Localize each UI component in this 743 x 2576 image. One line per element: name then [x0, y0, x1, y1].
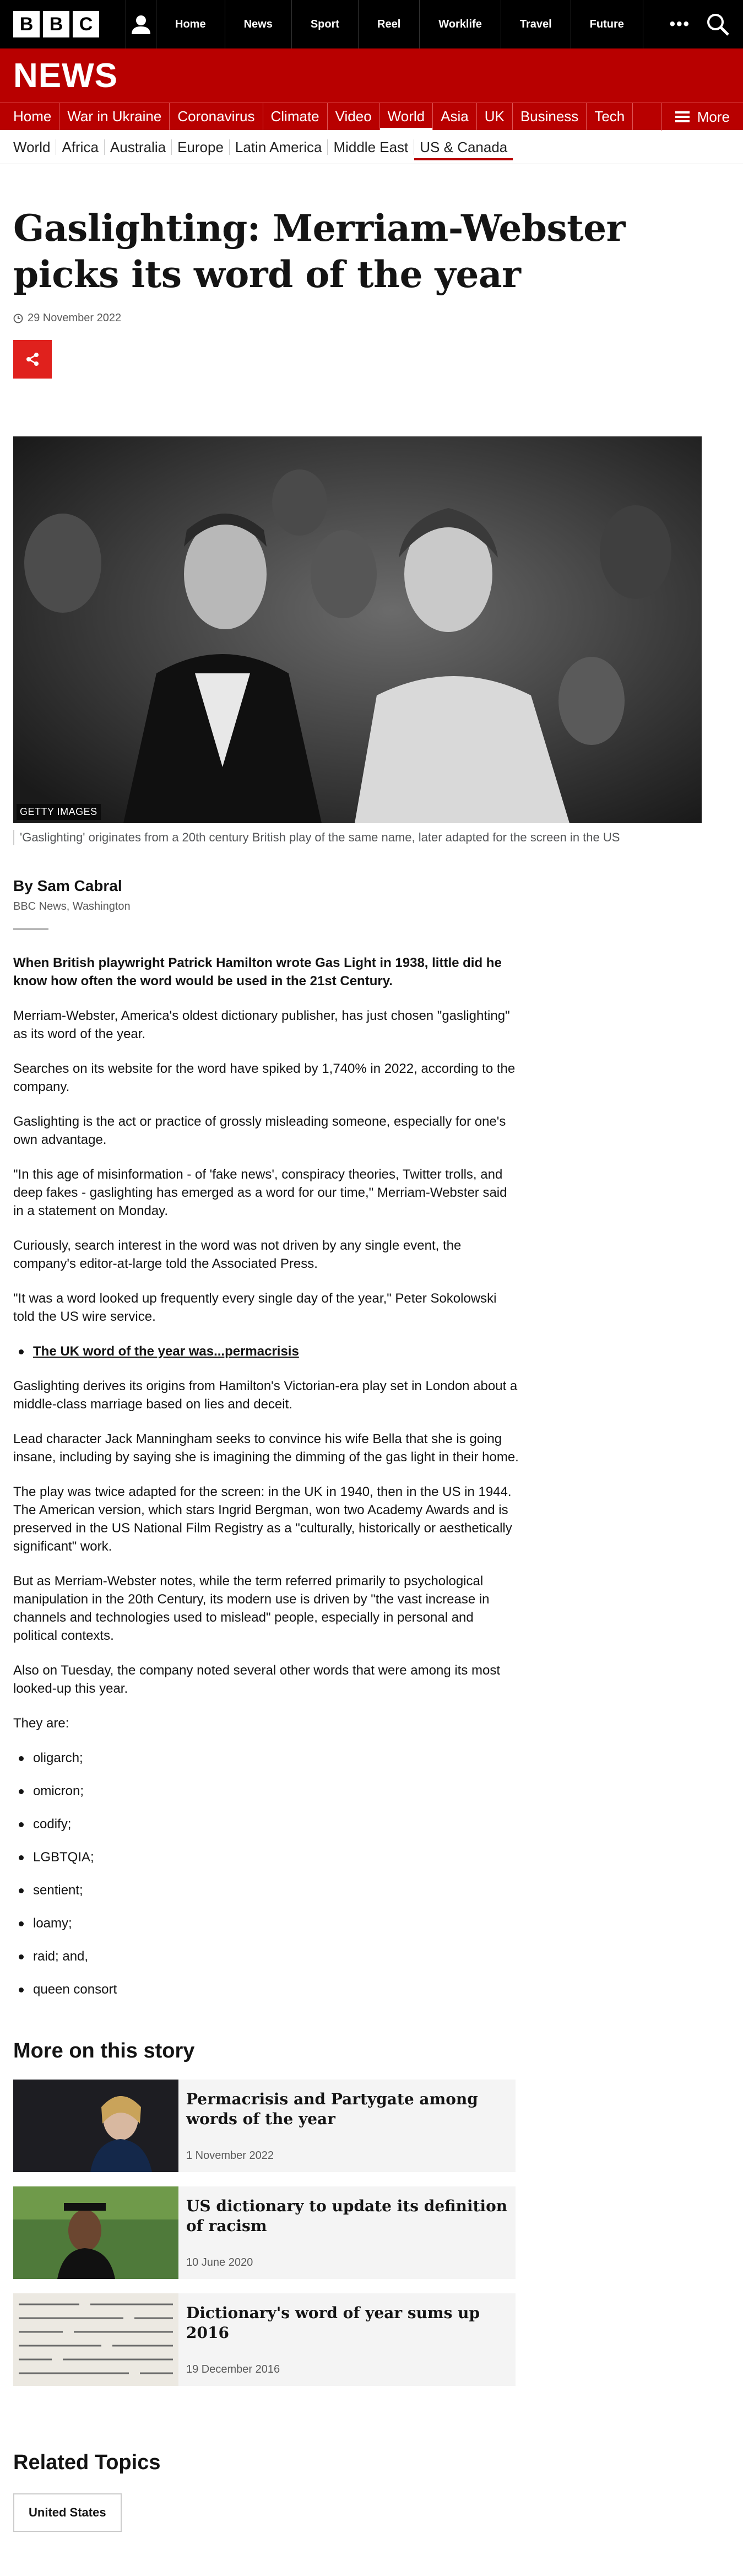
article-date [13, 312, 730, 325]
article-paragraph: Gaslighting is the act or practice of grossly misleading someone, especially for one's own advantage. [13, 1114, 506, 1147]
story-thumbnail [13, 2186, 178, 2279]
bbc-logo[interactable] [13, 11, 99, 37]
story-thumbnail [13, 2080, 178, 2172]
story-text [178, 2293, 516, 2386]
permacrisis-link[interactable]: The UK word of the year was...permacrisis [33, 1344, 299, 1359]
top-nav-reel[interactable]: Reel [359, 0, 420, 48]
story-title[interactable]: Permacrisis and Partygate among words of the year [186, 2090, 478, 2128]
top-nav-future[interactable]: Future [571, 0, 643, 48]
section-video[interactable]: Video [328, 103, 380, 130]
story-text [178, 2186, 516, 2279]
topic-united-states-button[interactable]: United States [13, 2493, 122, 2532]
article-paragraph: Lead character Jack Manningham seeks to convince his wife Bella that she is going insane, including by saying she is imagining the dimming of the gas light in their home. [13, 1432, 519, 1465]
article-paragraph: Searches on its website for the word have spiked by 1,740% in 2022, according to the company. [13, 1061, 516, 1094]
article-paragraph: Merriam-Webster, America's oldest dictionary publisher, has just chosen "gaslighting" as its word of the year. [13, 1008, 510, 1041]
section-world[interactable]: World [380, 103, 433, 130]
subnav-europe[interactable]: Europe [172, 139, 230, 155]
search-icon[interactable] [706, 12, 730, 36]
more-on-this-story [13, 2039, 730, 2386]
top-nav-travel[interactable]: Travel [501, 0, 571, 48]
section-business[interactable]: Business [513, 103, 587, 130]
list-item: oligarch; [13, 1749, 520, 1767]
author-name: By Sam Cabral [13, 877, 122, 894]
share-icon [24, 351, 41, 368]
user-icon [130, 13, 152, 35]
article-date-text: 29 November 2022 [28, 312, 122, 324]
section-uk[interactable]: UK [477, 103, 513, 130]
section-more-button[interactable] [661, 103, 743, 131]
image-caption: 'Gaslighting' originates from a 20th century British play of the same name, later adapted for the screen in the US [13, 830, 730, 845]
story-title[interactable]: US dictionary to update its definition of racism [186, 2197, 508, 2235]
bbc-top-bar [0, 0, 743, 48]
list-item: codify; [13, 1815, 520, 1833]
story-title[interactable]: Dictionary's word of year sums up 2016 [186, 2304, 480, 2342]
related-topics-heading: Related Topics [13, 2451, 161, 2474]
article-paragraph: "In this age of misinformation - of 'fake news', conspiracy theories, Twitter trolls, and deep fakes - gaslighting has emerged as a word for our time," Merriam-Webster said in a statement on Monday. [13, 1167, 507, 1218]
section-asia[interactable]: Asia [433, 103, 477, 130]
subnav-africa[interactable]: Africa [56, 139, 104, 155]
list-item: omicron; [13, 1782, 520, 1800]
more-on-this-story-heading: More on this story [13, 2039, 195, 2062]
news-title[interactable]: NEWS [13, 56, 118, 95]
section-climate[interactable]: Climate [263, 103, 328, 130]
article-intro: When British playwright Patrick Hamilton wrote Gas Light in 1938, little did he know how often the word would be used in the 21st Century. [13, 955, 502, 989]
subnav-latin-america[interactable]: Latin America [230, 139, 328, 155]
article-paragraph: "It was a word looked up frequently every single day of the year," Peter Sokolowski told the US wire service. [13, 1291, 497, 1324]
story-card[interactable] [13, 2080, 516, 2172]
article-paragraph: Also on Tuesday, the company noted several other words that were among its most looked-up this year. [13, 1663, 501, 1696]
film-still-illustration [13, 436, 702, 823]
byline [13, 877, 730, 930]
account-button[interactable] [126, 0, 156, 48]
top-bar-actions [669, 12, 730, 36]
section-home[interactable]: Home [6, 103, 59, 130]
top-nav-sport[interactable]: Sport [292, 0, 359, 48]
article-paragraph: Gaslighting derives its origins from Hamilton's Victorian-era play set in London about a middle-class marriage based on lies and deceit. [13, 1379, 518, 1412]
top-nav-home[interactable]: Home [156, 0, 225, 48]
top-nav-news[interactable]: News [225, 0, 292, 48]
article-paragraph: They are: [13, 1716, 69, 1731]
subnav-us-canada[interactable]: US & Canada [414, 139, 513, 160]
story-date: 1 November 2022 [186, 2150, 274, 2162]
byline-divider [13, 928, 48, 930]
list-item: raid; and, [13, 1947, 520, 1965]
author-role: BBC News, Washington [13, 900, 131, 912]
subnav-australia[interactable]: Australia [105, 139, 172, 155]
article-body [13, 954, 520, 1999]
share-button[interactable] [13, 340, 52, 379]
section-war-in-ukraine[interactable]: War in Ukraine [59, 103, 170, 130]
article-content [0, 205, 743, 2576]
subnav-middle-east[interactable]: Middle East [328, 139, 414, 155]
words-list [13, 1749, 520, 1999]
section-more-label: More [697, 108, 730, 125]
more-menu-button[interactable]: ••• [669, 15, 690, 33]
story-thumbnail [13, 2293, 178, 2386]
list-item: queen consort [13, 1980, 520, 1999]
story-date: 19 December 2016 [186, 2363, 280, 2375]
article-paragraph: But as Merriam-Webster notes, while the term referred primarily to psychological manipulation in the 20th Century, its modern use is driven by "the vast increase in channels and technologies used to mislead" people, especially in personal and political contexts. [13, 1574, 490, 1643]
news-banner [0, 48, 743, 102]
article-paragraph: The play was twice adapted for the screen: in the UK in 1940, then in the US in 1944. The American version, which stars Ingrid Bergman, won two Academy Awards and is preserved in the US National Film Registry as a "culturally, historically or aesthetically significant" work. [13, 1484, 512, 1554]
news-section-nav [0, 102, 743, 130]
bbc-logo-letter: B [13, 11, 40, 37]
hamburger-icon [675, 111, 690, 123]
list-item: LGBTQIA; [13, 1848, 520, 1866]
story-card[interactable] [13, 2186, 516, 2279]
related-link-list [13, 1342, 520, 1360]
article-paragraph: Curiously, search interest in the word was not driven by any single event, the company's editor-at-large told the Associated Press. [13, 1238, 462, 1271]
section-tech[interactable]: Tech [587, 103, 633, 130]
story-date: 10 June 2020 [186, 2256, 253, 2269]
list-item [13, 1342, 520, 1360]
world-subnav [0, 130, 743, 164]
article-headline: Gaslighting: Merriam-Webster picks its word of the year [13, 207, 625, 296]
image-credit: GETTY IMAGES [17, 804, 101, 820]
clock-icon [13, 314, 23, 323]
story-card[interactable] [13, 2293, 516, 2386]
subnav-world[interactable]: World [8, 139, 56, 155]
section-coronavirus[interactable]: Coronavirus [170, 103, 263, 130]
list-item: sentient; [13, 1881, 520, 1899]
list-item: loamy; [13, 1914, 520, 1932]
bbc-logo-letter: B [43, 11, 69, 37]
top-navigation [156, 0, 643, 48]
hero-image [13, 436, 702, 823]
story-text [178, 2080, 516, 2172]
top-nav-worklife[interactable]: Worklife [420, 0, 501, 48]
related-topics [13, 2451, 730, 2576]
bbc-logo-letter: C [73, 11, 99, 37]
